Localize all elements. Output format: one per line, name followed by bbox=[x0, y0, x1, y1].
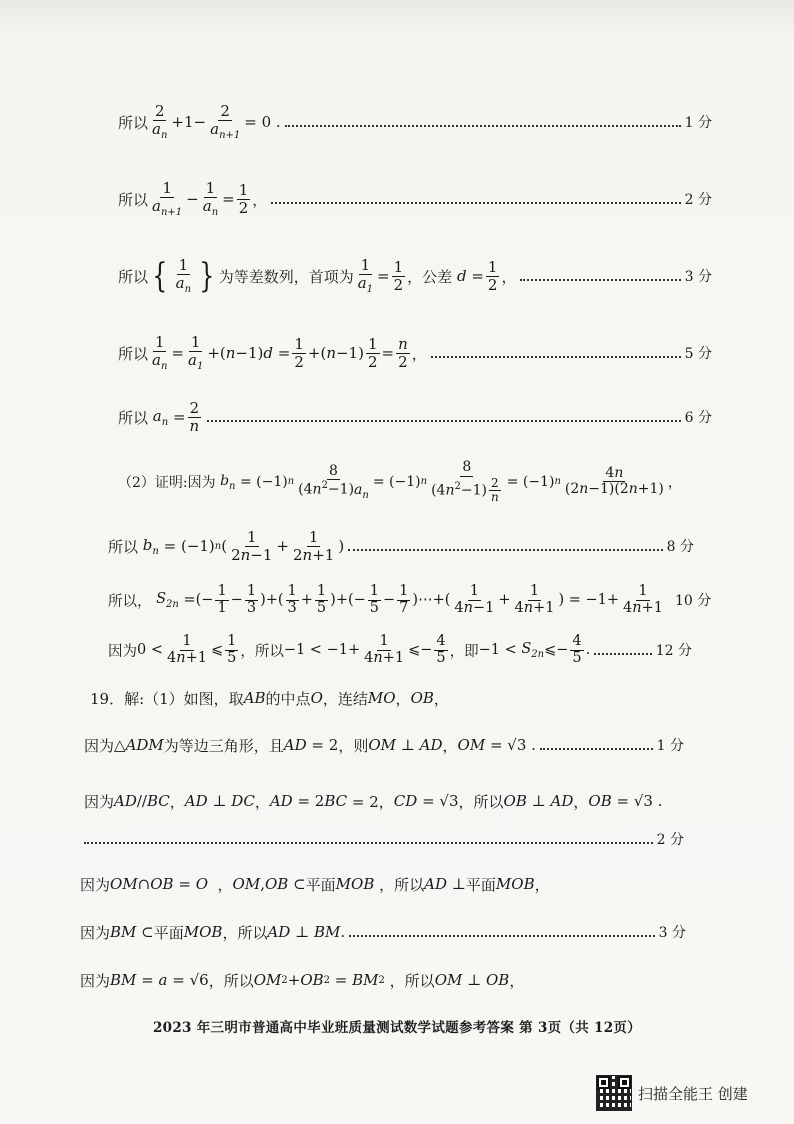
step-text: 为等差数列，首项为 bbox=[218, 267, 354, 286]
step-text: 因为 bbox=[80, 875, 111, 894]
step-text: ，所以 bbox=[208, 971, 254, 990]
step-text: ，所以 bbox=[389, 971, 435, 990]
step-text: ，则 bbox=[338, 736, 369, 755]
step-text: 平面 bbox=[305, 875, 336, 894]
step-text: 因为 bbox=[80, 923, 111, 942]
step-text: ， bbox=[509, 971, 525, 990]
step-text: 平面 bbox=[465, 875, 496, 894]
score-label: 6 分 bbox=[684, 410, 712, 426]
step-text: 因为 bbox=[80, 971, 111, 990]
step-text: 所以 bbox=[108, 537, 139, 556]
step-text: （2）证明:因为 bbox=[118, 474, 216, 491]
step-text: ，所以 bbox=[240, 643, 284, 660]
step-text: 因为 bbox=[84, 792, 115, 811]
step-line-2: 所以 $\frac{1}{a_{n+1}}$ − $\frac{1}{a_n}$ = $\frac{1}{2}$ ， 2 分 bbox=[118, 179, 712, 218]
step-text: 的中点 bbox=[265, 689, 311, 708]
step-text: ，所以 bbox=[379, 875, 425, 894]
step-text: ， bbox=[433, 689, 449, 708]
step-line-11: 因为 △ ADM 为等边三角形，且 AD = 2 ，则 OM ⊥ AD ， OM = √3 . 1 分 bbox=[84, 736, 684, 755]
step-text: ，即 bbox=[449, 643, 479, 660]
step-text: ， bbox=[534, 875, 550, 894]
dot-leader bbox=[431, 356, 681, 358]
dot-leader bbox=[271, 202, 680, 204]
step-text: ，公差 bbox=[407, 267, 453, 286]
step-line-7: 所以 $b_n$ = (−1) n ( $\frac{1}{2n-1}$ + $\frac{1}{2n+1}$ ) 8 分 bbox=[108, 528, 694, 564]
step-text: 19．解:（1）如图，取 bbox=[90, 689, 244, 708]
dot-leader bbox=[84, 842, 653, 844]
step-text: 所以， bbox=[108, 593, 152, 610]
step-line-12: 因为 AD // BC ， AD ⊥ DC ， AD = 2 BC = 2， CD = √3 ，所以 OB ⊥ AD ， OB = √3 . bbox=[84, 792, 663, 811]
step-text: 所以 bbox=[118, 190, 149, 209]
score-label: 12 分 bbox=[655, 643, 692, 659]
dot-leader bbox=[520, 279, 680, 281]
step-line-10: 19．解:（1）如图，取 AB 的中点 O ，连结 MO ， OB ， bbox=[90, 689, 449, 708]
scanner-watermark: 扫描全能王 创建 bbox=[638, 1085, 748, 1103]
step-text: 为等边三角形，且 bbox=[163, 736, 284, 755]
step-line-1: 所以 $\frac{2}{a_n}$ +1− $\frac{2}{a_{n+1}}$ = 0 . 1 分 bbox=[118, 102, 712, 141]
dot-leader bbox=[285, 125, 681, 127]
page-footer: 2023 年三明市普通高中毕业班质量测试数学试题参考答案 第 3页（共 12页） bbox=[152, 1020, 642, 1036]
score-label: 5 分 bbox=[684, 346, 712, 362]
score-label: 3 分 bbox=[684, 269, 712, 285]
step-text: 所以 bbox=[118, 267, 149, 286]
dot-leader bbox=[594, 653, 651, 655]
score-label: 3 分 bbox=[658, 925, 686, 941]
qr-code-icon bbox=[596, 1075, 632, 1111]
step-line-5: 所以 $a_n$ = $\frac{2}{n}$ 6 分 bbox=[118, 399, 712, 435]
step-line-15: 因为 BM ⊂ 平面 MOB ，所以 AD ⊥ BM . 3 分 bbox=[80, 923, 686, 942]
step-text: 平面 bbox=[153, 923, 184, 942]
step-line-3: 所以 { $\frac{1}{a_n}$ } 为等差数列，首项为 $\frac{1}{a_1}$ = $\frac{1}{2}$ ，公差 d = $\frac{1}{2}$ ， 3 分 bbox=[118, 256, 712, 296]
dot-leader bbox=[348, 549, 662, 551]
step-text: 所以 bbox=[118, 344, 149, 363]
step-line-9: 因为 0 < $\frac{1}{4n+1}$ ⩽ $\frac{1}{5}$ ，所以 −1 < −1+ $\frac{1}{4n+1}$ ⩽− $\frac{4}{5}$ ，即 −1 < $S_{2n}$ ⩽− $\frac{4}{5}$ . 12 分 bbox=[108, 632, 692, 666]
step-text: ，所以 bbox=[458, 792, 504, 811]
dot-leader bbox=[349, 935, 654, 937]
step-line-14: 因为 OM ∩ OB = O ， OM , OB ⊂ 平面 MOB ，所以 AD ⊥ 平面 MOB ， bbox=[80, 875, 550, 894]
dot-leader bbox=[540, 748, 653, 750]
step-text: 因为 bbox=[108, 643, 137, 660]
step-text: ，连结 bbox=[322, 689, 368, 708]
score-label: 8 分 bbox=[666, 539, 694, 555]
step-text: 因为 bbox=[84, 736, 115, 755]
score-label: 10 分 bbox=[674, 593, 712, 609]
score-label: 2 分 bbox=[684, 192, 712, 208]
score-label: 1 分 bbox=[684, 115, 712, 131]
step-line-8: 所以， $S_{2n}$ =(− $\frac{1}{1}$ − $\frac{1}{3}$ )+( $\frac{1}{3}$ + $\frac{1}{5}$ )+(− $\frac{1}{5}$ − $\frac{1}{7}$ )⋯+( $\frac{1}{4n-1}$ + $\frac{1}{4n+1}$ ) = −1+ $\frac{1}{4n+1}$ 10 分 bbox=[108, 582, 712, 616]
step-text: ，所以 bbox=[222, 923, 268, 942]
step-line-16: 因为 BM = a = √6 ，所以 OM 2 + OB 2 = BM 2 ，所以 OM ⊥ OB ， bbox=[80, 971, 525, 990]
step-text: 所以 bbox=[118, 408, 149, 427]
step-line-4: 所以 $\frac{1}{a_n}$ = $\frac{1}{a_1}$ +( n −1) d = $\frac{1}{2}$ +( n −1) $\frac{1}{2}$ = $\frac{n}{2}$ ， 5 分 bbox=[118, 333, 712, 372]
step-line-13 bbox=[84, 826, 684, 852]
step-line-6: （2）证明:因为 $b_n$ = (−1) n $\frac{8}{(4n^2-1)a_n}$ = (−1) n 8 $(4n^2-1)$ $\frac{2}{n}$ = (−1) n $\frac{4n}{(2n-1)(2n+1)}$ ， bbox=[118, 459, 682, 504]
step-text: 所以 bbox=[118, 113, 149, 132]
dot-leader bbox=[207, 420, 680, 422]
score-label: 2 分 bbox=[656, 832, 684, 848]
score-label: 1 分 bbox=[656, 738, 684, 754]
